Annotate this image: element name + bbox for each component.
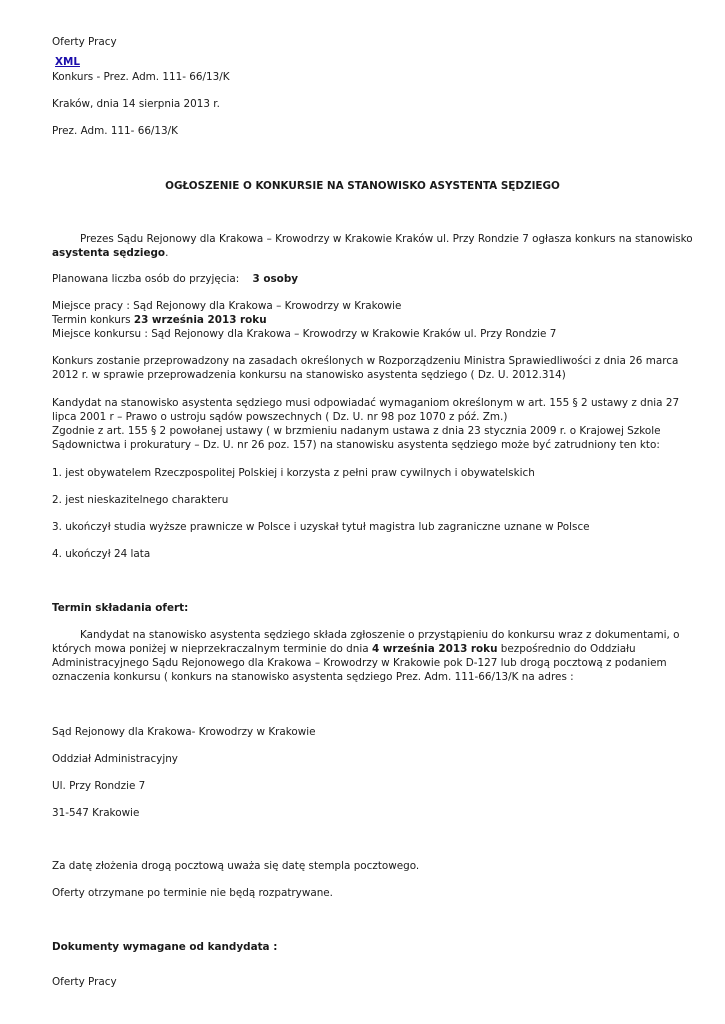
address-line: 31-547 Krakowie bbox=[52, 807, 140, 819]
work-place: Miejsce pracy : Sąd Rejonowy dla Krakowa – Krowodrzy w Krakowie bbox=[52, 300, 402, 312]
address-line: Ul. Przy Rondzie 7 bbox=[52, 780, 146, 792]
contest-place: Miejsce konkursu : Sąd Rejonowy dla Krakowa – Krowodrzy w Krakowie Kraków ul. Przy Rondzie 7 bbox=[52, 328, 557, 340]
offers-line4: oznaczenia konkursu ( konkurs na stanowisko asystenta sędziego Prez. Adm. 111-66/13/K na adres : bbox=[52, 671, 574, 683]
date-line: Kraków, dnia 14 sierpnia 2013 r. bbox=[52, 98, 220, 110]
intro-line1: Prezes Sądu Rejonowy dla Krakowa – Krowodrzy w Krakowie Kraków ul. Przy Rondzie 7 ogłasza konkurs na stanowisko bbox=[80, 233, 693, 245]
page-title: OGŁOSZENIE O KONKURSIE NA STANOWISKO ASYSTENTA SĘDZIEGO bbox=[165, 180, 560, 192]
offers-heading: Termin składania ofert: bbox=[52, 602, 189, 614]
intro-line2: asystenta sędziego. bbox=[52, 247, 169, 259]
note-late-offers: Oferty otrzymane po terminie nie będą rozpatrywane. bbox=[52, 887, 333, 899]
address-line: Sąd Rejonowy dla Krakowa- Krowodrzy w Krakowie bbox=[52, 726, 316, 738]
offers-line1: Kandydat na stanowisko asystenta sędziego składa zgłoszenie o przystąpieniu do konkursu wraz z dokumentami, o bbox=[80, 629, 680, 641]
planned-count: Planowana liczba osób do przyjęcia: 3 osoby bbox=[52, 273, 299, 285]
regulation-line2: 2012 r. w sprawie przeprowadzenia konkursu na stanowisko asystenta sędziego ( Dz. U. 2012.314) bbox=[52, 369, 566, 381]
regulation-line1: Konkurs zostanie przeprowadzony na zasadach określonych w Rozporządzeniu Ministra Sprawiedliwości z dnia 26 marca bbox=[52, 355, 679, 367]
xml-link[interactable]: XML bbox=[55, 56, 80, 68]
note-postmark: Za datę złożenia drogą pocztową uważa się datę stempla pocztowego. bbox=[52, 860, 420, 872]
footer-site-name: Oferty Pracy bbox=[52, 976, 117, 988]
contest-deadline: Termin konkurs 23 września 2013 roku bbox=[52, 314, 267, 326]
list-item: 1. jest obywatelem Rzeczpospolitej Polskiej i korzysta z pełni praw cywilnych i obywatelskich bbox=[52, 467, 535, 479]
list-item: 4. ukończył 24 lata bbox=[52, 548, 151, 560]
req-intro-line1: Kandydat na stanowisko asystenta sędziego musi odpowiadać wymaganiom określonym w art. 155 § 2 ustawy z dnia 27 bbox=[52, 397, 680, 409]
offers-line2: których mowa poniżej w nieprzekraczalnym terminie do dnia 4 września 2013 roku bezpośrednio do Oddziału bbox=[52, 643, 636, 655]
req-intro-line3: Zgodnie z art. 155 § 2 powołanej ustawy ( w brzmieniu nadanym ustawa z dnia 23 stycznia 2009 r. o Krajowej Szkole bbox=[52, 425, 661, 437]
ref-line: Konkurs - Prez. Adm. 111- 66/13/K bbox=[52, 71, 230, 83]
documents-heading: Dokumenty wymagane od kandydata : bbox=[52, 941, 278, 953]
req-intro-line2: lipca 2001 r – Prawo o ustroju sądów powszechnych ( Dz. U. nr 98 poz 1070 z póź. Zm.) bbox=[52, 411, 508, 423]
site-name: Oferty Pracy bbox=[52, 36, 117, 48]
list-item: 2. jest nieskazitelnego charakteru bbox=[52, 494, 229, 506]
address-line: Oddział Administracyjny bbox=[52, 753, 178, 765]
offers-line3: Administracyjnego Sądu Rejonowego dla Krakowa – Krowodrzy w Krakowie pok D-127 lub drogą pocztową z podaniem bbox=[52, 657, 667, 669]
xml-link-row bbox=[52, 55, 80, 69]
ref-number: Prez. Adm. 111- 66/13/K bbox=[52, 125, 178, 137]
req-intro-line4: Sądownictwa i prokuratury – Dz. U. nr 26 poz. 157) na stanowisku asystenta sędziego może być zatrudniony ten kto: bbox=[52, 439, 660, 451]
list-item: 3. ukończył studia wyższe prawnicze w Polsce i uzyskał tytuł magistra lub zagraniczne uznane w Polsce bbox=[52, 521, 590, 533]
